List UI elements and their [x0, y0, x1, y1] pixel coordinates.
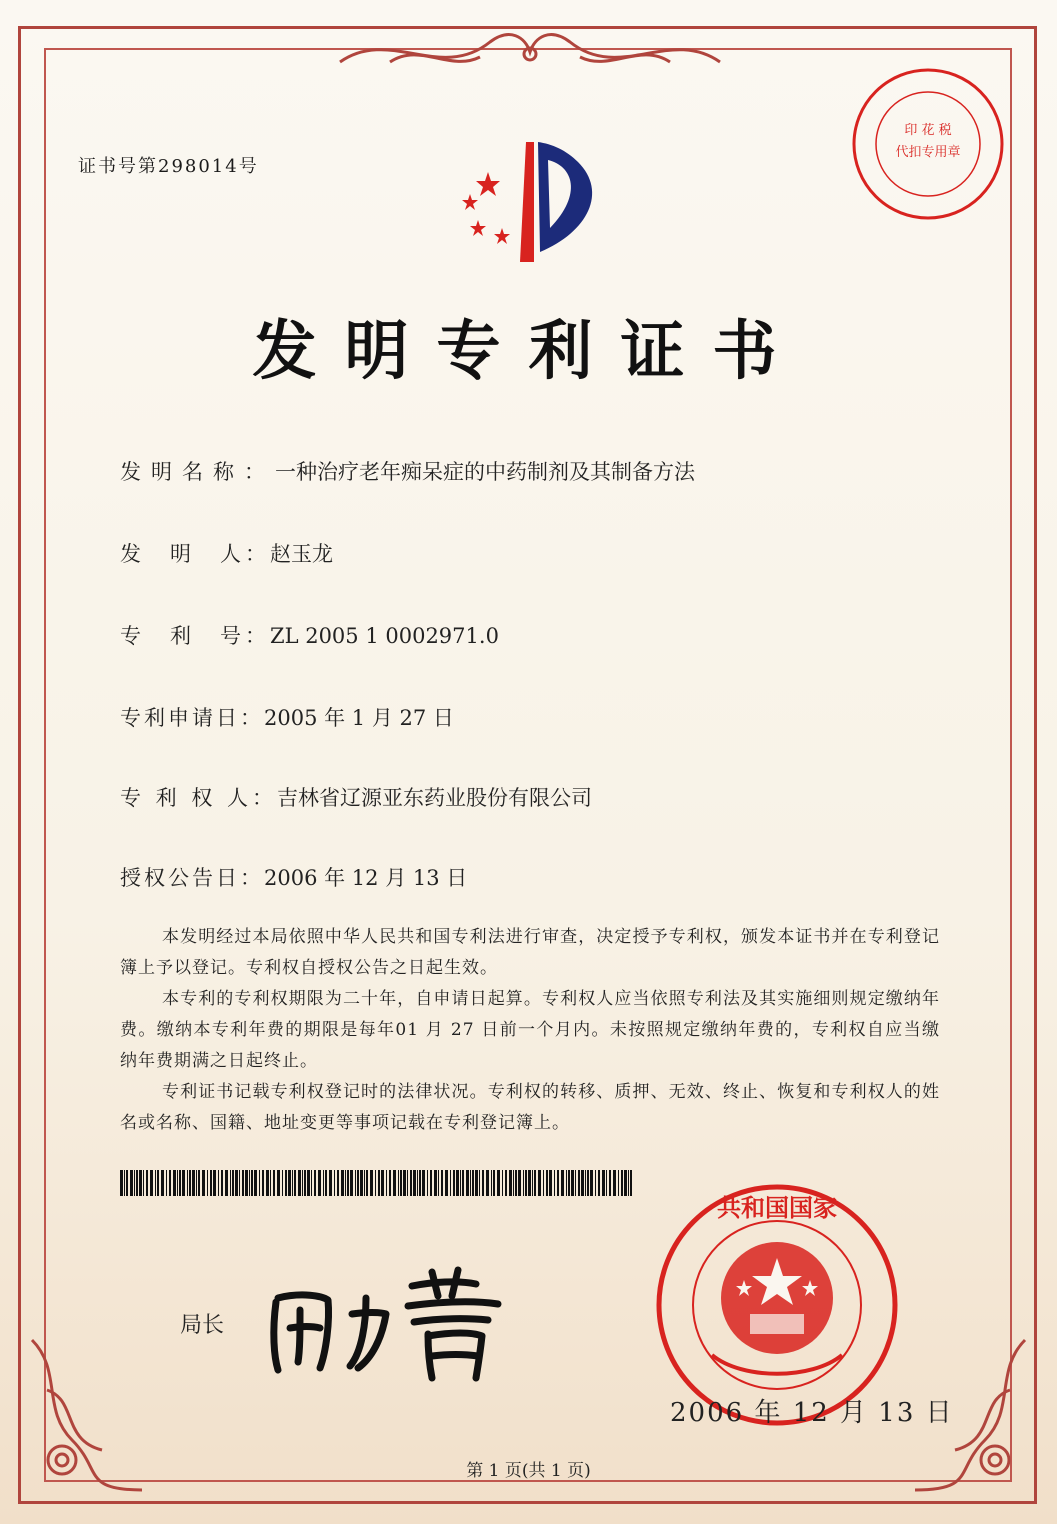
barcode-bar	[136, 1170, 138, 1196]
barcode-bar	[350, 1170, 353, 1196]
field-label: 授权公告日：	[120, 866, 264, 890]
barcode-bar	[173, 1170, 176, 1196]
barcode-bar	[403, 1170, 406, 1196]
barcode-bar	[302, 1170, 303, 1196]
barcode-bar	[518, 1170, 521, 1196]
barcode-bar	[378, 1170, 380, 1196]
barcode-bar	[523, 1170, 524, 1196]
barcode-bar	[581, 1170, 584, 1196]
barcode-bar	[259, 1170, 260, 1196]
barcode-bar	[441, 1170, 443, 1196]
barcode-bar	[482, 1170, 484, 1196]
barcode-bar	[427, 1170, 428, 1196]
barcode-bar	[304, 1170, 306, 1196]
barcode-bar	[466, 1170, 469, 1196]
barcode-bar	[568, 1170, 570, 1196]
barcode-bar	[179, 1170, 181, 1196]
barcode-bar	[549, 1170, 552, 1196]
barcode-bar	[146, 1170, 148, 1196]
barcode-bar	[400, 1170, 402, 1196]
barcode-bar	[347, 1170, 349, 1196]
barcode-bar	[410, 1170, 412, 1196]
certificate-number: 证书号第298014号	[78, 156, 259, 177]
barcode-bar	[370, 1170, 373, 1196]
barcode-bar	[329, 1170, 332, 1196]
barcode-bar	[360, 1170, 363, 1196]
field-label: 专 利 号：	[120, 624, 270, 648]
barcode-bar	[189, 1170, 191, 1196]
barcode-bar	[207, 1170, 208, 1196]
barcode-bar	[341, 1170, 344, 1196]
barcode-bar	[575, 1170, 576, 1196]
barcode-bar	[566, 1170, 567, 1196]
field-patentee	[120, 782, 592, 812]
field-patent-number	[120, 620, 499, 650]
barcode-bar	[130, 1170, 133, 1196]
barcode-bar	[143, 1170, 144, 1196]
barcode-bar	[210, 1170, 212, 1196]
barcode-bar	[595, 1170, 596, 1196]
barcode-bar	[532, 1170, 533, 1196]
barcode-bar	[624, 1170, 627, 1196]
barcode-bar	[472, 1170, 474, 1196]
barcode-bar	[543, 1170, 544, 1196]
barcode-bar	[254, 1170, 257, 1196]
barcode-bar	[502, 1170, 503, 1196]
field-grant-date	[120, 862, 467, 892]
barcode-bar	[430, 1170, 432, 1196]
barcode-bar	[221, 1170, 223, 1196]
barcode-bar	[273, 1170, 275, 1196]
barcode-bar	[366, 1170, 368, 1196]
svg-text:印 花 税: 印 花 税	[904, 123, 952, 138]
barcode-bar	[355, 1170, 356, 1196]
barcode-bar	[196, 1170, 197, 1196]
field-inventor	[120, 538, 333, 568]
field-value: 一种治疗老年痴呆症的中药制剂及其制备方法	[275, 460, 695, 484]
barcode-bar	[161, 1170, 164, 1196]
barcode-bar	[513, 1170, 514, 1196]
barcode-bar	[602, 1170, 605, 1196]
barcode-bar	[249, 1170, 250, 1196]
barcode-bar	[460, 1170, 461, 1196]
barcode-bar	[538, 1170, 541, 1196]
top-ornament	[330, 22, 730, 82]
barcode-bar	[288, 1170, 291, 1196]
barcode-bar	[546, 1170, 548, 1196]
barcode-bar	[587, 1170, 589, 1196]
field-value: 2005 年 1 月 27 日	[264, 706, 454, 730]
barcode-bar	[417, 1170, 418, 1196]
barcode-bar	[554, 1170, 555, 1196]
field-label: 发 明 人：	[120, 542, 270, 566]
barcode-bar	[493, 1170, 495, 1196]
barcode-bar	[557, 1170, 559, 1196]
barcode-bar	[298, 1170, 301, 1196]
field-value: 2006 年 12 月 13 日	[264, 866, 468, 890]
field-invention-name	[120, 456, 695, 486]
barcode-bar	[628, 1170, 629, 1196]
barcode-bar	[386, 1170, 387, 1196]
field-label: 专利申请日：	[120, 706, 264, 730]
barcode-bar	[590, 1170, 593, 1196]
barcode-bar	[456, 1170, 459, 1196]
barcode-bar	[225, 1170, 228, 1196]
barcode-bar	[182, 1170, 185, 1196]
barcode-bar	[177, 1170, 178, 1196]
barcode-bar	[571, 1170, 574, 1196]
barcode-bar	[139, 1170, 142, 1196]
barcode-bar	[398, 1170, 399, 1196]
barcode-bar	[445, 1170, 448, 1196]
barcode-bar	[528, 1170, 531, 1196]
barcode-bar	[534, 1170, 536, 1196]
barcode	[120, 1170, 636, 1196]
body-paragraph: 专利证书记载专利权登记时的法律状况。专利权的转移、质押、无效、终止、恢复和专利权人的姓名或名称、国籍、地址变更等事项记载在专利登记簿上。	[120, 1082, 940, 1133]
barcode-bar	[453, 1170, 455, 1196]
barcode-bar	[292, 1170, 293, 1196]
field-application-date	[120, 702, 454, 732]
barcode-bar	[318, 1170, 321, 1196]
barcode-bar	[491, 1170, 492, 1196]
barcode-bar	[345, 1170, 346, 1196]
page-footer: 第 1 页(共 1 页)	[466, 1461, 591, 1481]
barcode-bar	[155, 1170, 156, 1196]
barcode-bar	[230, 1170, 231, 1196]
barcode-bar	[438, 1170, 439, 1196]
barcode-bar	[166, 1170, 167, 1196]
barcode-bar	[393, 1170, 396, 1196]
certificate-title: 发明专利证书	[252, 314, 805, 389]
barcode-bar	[314, 1170, 316, 1196]
barcode-bar	[187, 1170, 188, 1196]
field-value: 吉林省辽源亚东药业股份有限公司	[277, 786, 593, 810]
barcode-bar	[381, 1170, 384, 1196]
barcode-bar	[585, 1170, 586, 1196]
barcode-bar	[470, 1170, 471, 1196]
barcode-bar	[561, 1170, 564, 1196]
barcode-bar	[337, 1170, 339, 1196]
barcode-bar	[419, 1170, 421, 1196]
barcode-bar	[621, 1170, 623, 1196]
barcode-bar	[323, 1170, 324, 1196]
barcode-bar	[515, 1170, 517, 1196]
svg-text:代扣专用章: 代扣专用章	[895, 145, 961, 160]
certificate-body-text	[120, 922, 940, 1139]
barcode-bar	[450, 1170, 451, 1196]
director-label: 局长	[180, 1313, 225, 1338]
svg-text:共和国国家: 共和国国家	[717, 1193, 837, 1222]
barcode-bar	[251, 1170, 253, 1196]
barcode-bar	[242, 1170, 244, 1196]
barcode-bar	[311, 1170, 312, 1196]
barcode-bar	[357, 1170, 359, 1196]
barcode-bar	[509, 1170, 512, 1196]
barcode-bar	[613, 1170, 616, 1196]
barcode-bar	[413, 1170, 416, 1196]
barcode-bar	[497, 1170, 500, 1196]
barcode-bar	[150, 1170, 153, 1196]
barcode-bar	[157, 1170, 159, 1196]
field-value: ZL 2005 1 0002971.0	[270, 624, 499, 648]
barcode-bar	[202, 1170, 205, 1196]
barcode-bar	[479, 1170, 480, 1196]
barcode-bar	[334, 1170, 335, 1196]
barcode-bar	[325, 1170, 327, 1196]
field-value: 赵玉龙	[270, 542, 333, 566]
barcode-bar	[192, 1170, 195, 1196]
barcode-bar	[294, 1170, 296, 1196]
barcode-bar	[407, 1170, 408, 1196]
director-signature	[262, 1262, 522, 1382]
barcode-bar	[239, 1170, 240, 1196]
barcode-bar	[218, 1170, 219, 1196]
barcode-bar	[232, 1170, 234, 1196]
body-paragraph: 本发明经过本局依照中华人民共和国专利法进行审查，决定授予专利权，颁发本证书并在专利登记簿上予以登记。专利权自授权公告之日起生效。	[120, 927, 940, 978]
field-label: 专 利 权 人：	[120, 786, 278, 810]
barcode-bar	[505, 1170, 507, 1196]
barcode-bar	[578, 1170, 580, 1196]
barcode-bar	[375, 1170, 376, 1196]
sipo-logo-icon	[448, 132, 608, 272]
barcode-bar	[213, 1170, 216, 1196]
barcode-bar	[169, 1170, 171, 1196]
barcode-bar	[609, 1170, 611, 1196]
barcode-bar	[270, 1170, 271, 1196]
body-paragraph: 本专利的专利权期限为二十年，自申请日起算。专利权人应当依照专利法及其实施细则规定缴纳年费。缴纳本专利年费的期限是每年01 月 27 日前一个月内。未按照规定缴纳年费的，专利权自应当缴纳年费期满之日起终止。	[120, 989, 940, 1071]
barcode-bar	[235, 1170, 238, 1196]
barcode-bar	[266, 1170, 269, 1196]
barcode-bar	[630, 1170, 632, 1196]
barcode-bar	[282, 1170, 283, 1196]
barcode-bar	[618, 1170, 619, 1196]
barcode-bar	[434, 1170, 437, 1196]
issue-date: 2006 年 12 月 13 日	[670, 1398, 954, 1428]
barcode-bar	[285, 1170, 287, 1196]
barcode-bar	[525, 1170, 527, 1196]
barcode-bar	[124, 1170, 125, 1196]
barcode-bar	[475, 1170, 478, 1196]
barcode-bar	[364, 1170, 365, 1196]
barcode-bar	[126, 1170, 128, 1196]
barcode-bar	[307, 1170, 310, 1196]
field-label: 发明名称：	[120, 460, 275, 484]
barcode-bar	[120, 1170, 123, 1196]
barcode-bar	[606, 1170, 607, 1196]
barcode-bar	[462, 1170, 464, 1196]
barcode-bar	[262, 1170, 264, 1196]
barcode-bar	[198, 1170, 200, 1196]
barcode-bar	[277, 1170, 280, 1196]
barcode-bar	[134, 1170, 135, 1196]
tax-stamp-seal	[848, 64, 1008, 224]
barcode-bar	[422, 1170, 425, 1196]
barcode-bar	[486, 1170, 489, 1196]
barcode-bar	[598, 1170, 600, 1196]
barcode-bar	[245, 1170, 248, 1196]
barcode-bar	[389, 1170, 391, 1196]
